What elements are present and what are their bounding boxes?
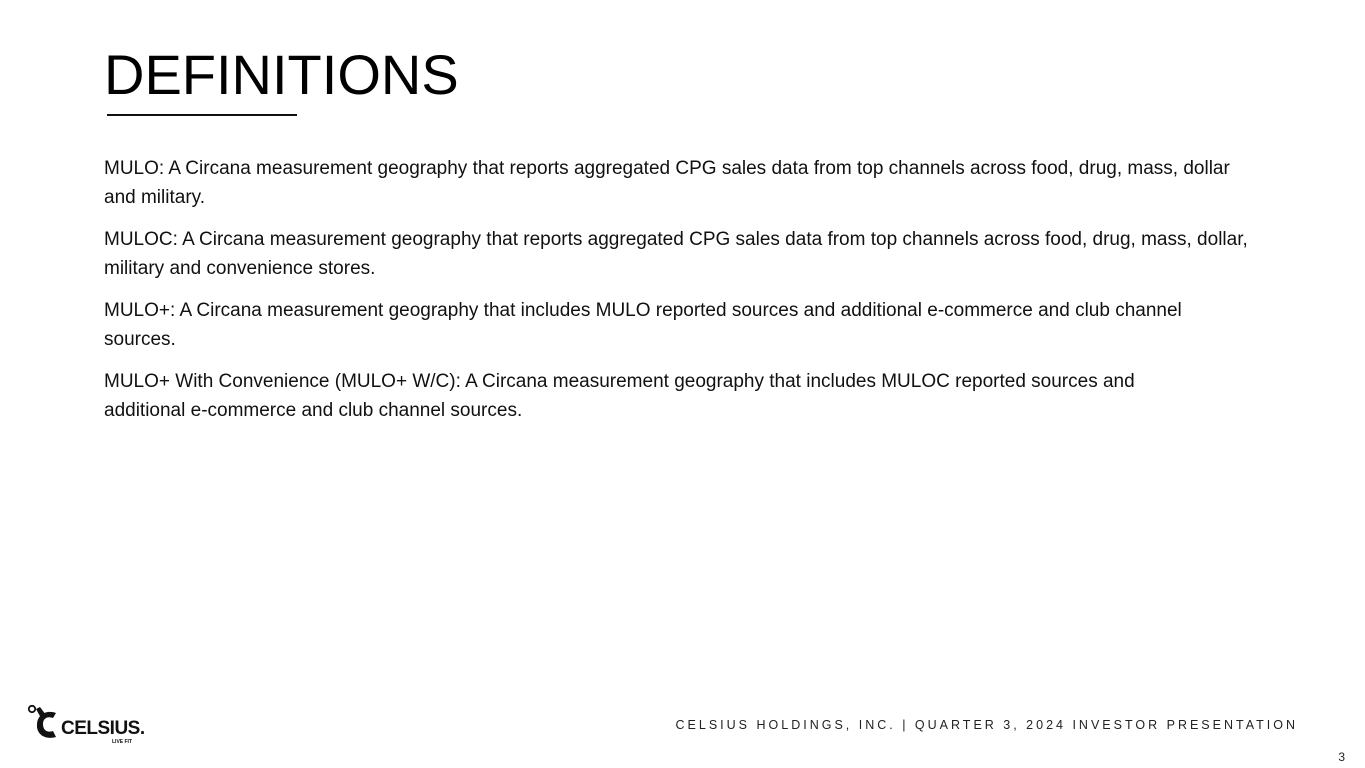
definition-mulo: MULO: A Circana measurement geography that reports aggregated CPG sales data from top channels across food, drug, mass, dollar and military. (104, 158, 1230, 208)
definition-mulo-plus: MULO+: A Circana measurement geography that includes MULO reported sources and additional e-commerce and club channel sources. (104, 300, 1182, 350)
definition-muloc: MULOC: A Circana measurement geography that reports aggregated CPG sales data from top channels across food, drug, mass, dollar, military and convenience stores. (104, 229, 1248, 279)
celsius-logo (26, 703, 144, 745)
footer-text: CELSIUS HOLDINGS, INC. | QUARTER 3, 2024 INVESTOR PRESENTATION (675, 718, 1298, 732)
definitions-list (104, 154, 1254, 438)
page-title: DEFINITIONS (104, 43, 459, 106)
logo-wordmark: CELSIUS. (61, 718, 144, 739)
page-number: 3 (1338, 750, 1345, 764)
logo-tagline: LIVE FIT (112, 739, 132, 745)
title-underline (107, 114, 297, 116)
definition-mulo-plus-wc: MULO+ With Convenience (MULO+ W/C): A Circana measurement geography that includes MULOC reported sources and additional e-commerce and club channel sources. (104, 371, 1135, 421)
celsius-logo-icon (26, 703, 144, 745)
